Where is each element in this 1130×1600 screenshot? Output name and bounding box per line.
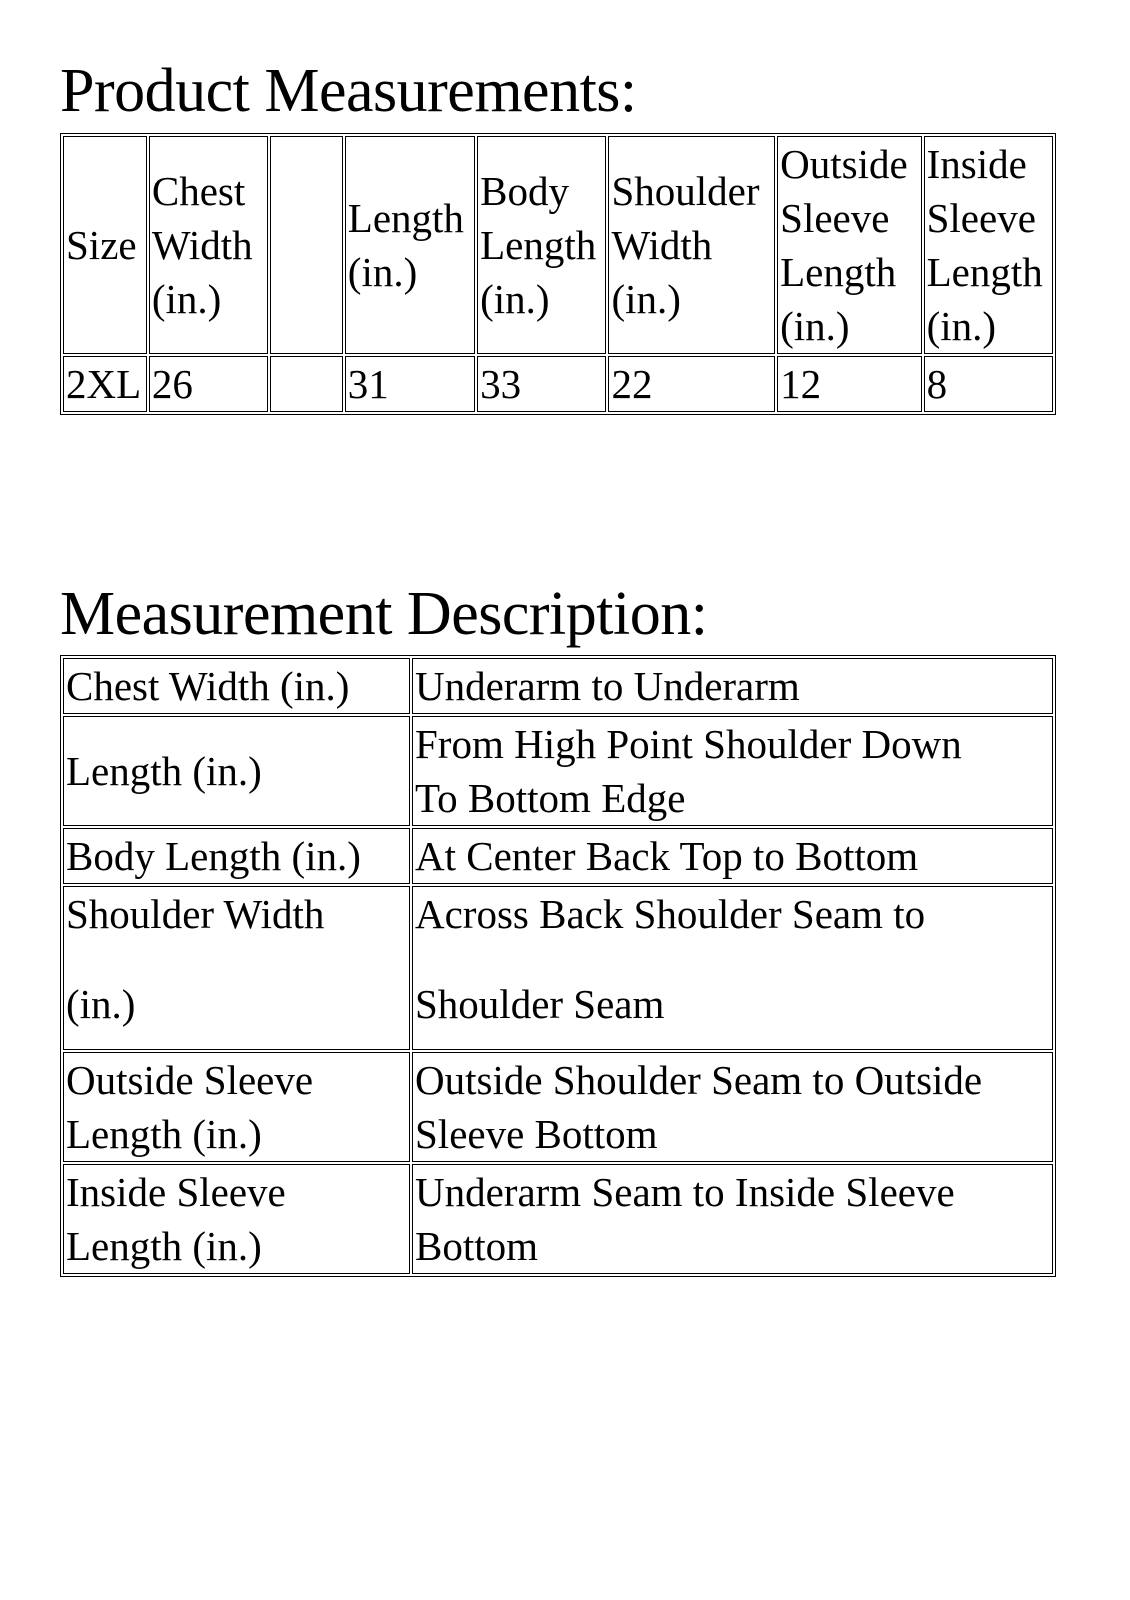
header-outside-sleeve-length: Outside Sleeve Length (in.): [777, 136, 921, 354]
header-inside-sleeve-length: Inside Sleeve Length (in.): [924, 136, 1053, 354]
measurements-header-row: [63, 136, 1053, 354]
description-label: Body Length (in.): [63, 828, 410, 884]
description-row: [63, 828, 1053, 884]
cell-chest-width: 26: [149, 356, 268, 412]
description-label-cell: [63, 886, 410, 1050]
description-label: Inside Sleeve Length (in.): [63, 1164, 410, 1274]
measurements-data-row: [63, 356, 1053, 412]
description-text: At Center Back Top to Bottom: [412, 828, 1053, 884]
description-row: [63, 1164, 1053, 1274]
description-text: Underarm to Underarm: [412, 658, 1053, 714]
cell-body-length: 33: [477, 356, 606, 412]
description-row: [63, 658, 1053, 714]
header-shoulder-width: Shoulder Width (in.): [608, 136, 775, 354]
cell-shoulder-width: 22: [608, 356, 775, 412]
description-label: Length (in.): [63, 716, 410, 826]
description-row: [63, 886, 1053, 1050]
description-text: Underarm Seam to Inside Sleeve Bottom: [412, 1164, 1053, 1274]
description-row: [63, 716, 1053, 826]
cell-inside-sleeve-length: 8: [924, 356, 1053, 412]
header-chest-width: Chest Width (in.): [149, 136, 268, 354]
description-label: Chest Width (in.): [63, 658, 410, 714]
header-length: Length (in.): [345, 136, 475, 354]
description-label: Shoulder Width (in.): [66, 891, 325, 1027]
description-text: Outside Shoulder Seam to Outside Sleeve Bottom: [412, 1052, 1053, 1162]
description-table: [60, 655, 1056, 1277]
header-body-length: Body Length (in.): [477, 136, 606, 354]
description-text-cell: [412, 886, 1053, 1050]
cell-length: 31: [345, 356, 475, 412]
description-row: [63, 1052, 1053, 1162]
product-measurements-heading: Product Measurements:: [60, 57, 637, 125]
description-text: From High Point Shoulder Down To Bottom Edge: [412, 716, 1053, 826]
description-label: Outside Sleeve Length (in.): [63, 1052, 410, 1162]
measurement-description-heading: Measurement Description:: [60, 580, 708, 648]
cell-outside-sleeve-length: 12: [777, 356, 921, 412]
measurements-table: [60, 133, 1056, 415]
cell-size: 2XL: [63, 356, 147, 412]
cell-empty: [270, 356, 343, 412]
description-text: Across Back Shoulder Seam to Shoulder Seam: [415, 891, 926, 1027]
header-size: Size: [63, 136, 147, 354]
header-empty: [270, 136, 343, 354]
